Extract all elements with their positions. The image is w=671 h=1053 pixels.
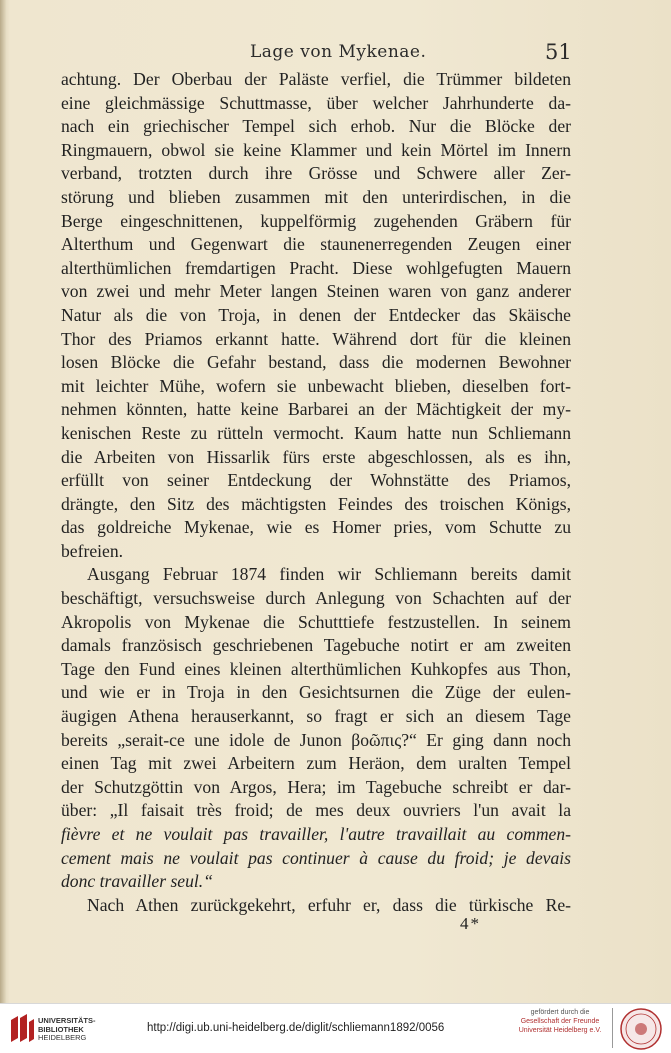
text-line: der Schutzgöttin von Argos, Hera; im Tagebuche schreibt er dar- (61, 776, 571, 797)
text-line: befreien. (61, 540, 124, 561)
text-line: donc travailler seul.“ (61, 871, 213, 892)
text-line: Thor des Priamos erkannt hatte. Während dort für die kleinen (61, 328, 571, 349)
text-line: beschäftigt, versuchsweise durch Anlegung von Schachten auf der (61, 588, 571, 609)
text-line: eine gleichmässige Schuttmasse, über welcher Jahrhunderte da- (61, 92, 571, 113)
text-line: einen Tag mit zwei Arbeitern zum Heräon, dem uralten Tempel (61, 753, 571, 774)
text-line: losen Blöcke die Gefahr bestand, dass die modernen Bewohner (61, 352, 571, 373)
funder-name: Gesellschaft der Freunde (520, 1018, 600, 1025)
text-line: fièvre et ne voulait pas travailler, l'autre travaillait au commen- (61, 824, 571, 844)
text-line: und wie er in Troja in den Gesichtsurnen die Züge der eulen- (61, 682, 571, 703)
text-line: cement mais ne voulait pas continuer à cause du froid; je devais (61, 847, 571, 868)
text-line: Berge eingeschnittenen, kuppelförmig zugehenden Gräbern für (61, 210, 571, 231)
text-line: achtung. Der Oberbau der Paläste verfiel, die Trümmer bildeten (61, 69, 571, 89)
text-line: Natur als die von Troja, in denen der Entdecker das Skäische (61, 304, 571, 325)
text-line: Ringmauern, obwol sie keine Klammer und kein Mörtel im Innern (61, 139, 571, 160)
funder-name: Universität Heidelberg e.V. (518, 1027, 602, 1034)
text-line: nach ein griechischer Tempel sich erhob. Nur die Blöcke der (61, 116, 571, 137)
body-text (61, 68, 571, 917)
text-line: Alterthum und Gegenwart die staunenerregenden Zeugen einer (61, 234, 571, 255)
funding-notice (510, 1008, 610, 1035)
funded-by-label: gefördert durch die (530, 1009, 590, 1016)
divider (612, 1008, 613, 1048)
text-line: mit leichter Mühe, wofern sie unbewacht blieben, dieselben fort- (61, 375, 571, 396)
text-line: bereits „serait-ce une idole de Junon βοῶπις?“ Er ging dann noch (61, 729, 571, 750)
page-number: 51 (545, 40, 572, 64)
text-line: erfüllt von seiner Entdeckung der Wohnstätte des Priamos, (61, 470, 571, 491)
university-library-name (38, 1017, 96, 1043)
library-line: BIBLIOTHEK (38, 1024, 84, 1034)
text-line: Tage den Fund eines kleinen alterthümlichen Kuhkopfes aus Thon, (61, 658, 571, 679)
text-line: von zwei und mehr Meter langen Steinen waren von ganz anderer (61, 281, 571, 302)
text-line: nehmen könnten, hatte keine Barbarei an der Mächtigkeit der my- (61, 399, 571, 420)
text-line: verband, trotzten durch ihre Grösse und Schwere aller Zer- (61, 163, 571, 184)
text-line: kenischen Reste zu rütteln vermocht. Kaum hatte nun Schliemann (61, 422, 571, 443)
text-line: Akropolis von Mykenae die Schutttiefe festzustellen. In seinem (61, 611, 571, 632)
text-line: über: „Il faisait très froid; de mes deux ouvriers l'un avait la (61, 800, 571, 821)
university-seal-icon (620, 1008, 662, 1050)
text-line: äugigen Athena herauserkannt, so fragt er sich an diesem Tage (61, 706, 571, 727)
text-line: Ausgang Februar 1874 finden wir Schliemann bereits damit (87, 564, 571, 585)
digitization-footer (0, 1003, 671, 1053)
university-library-logo-icon (8, 1012, 36, 1046)
text-line: störung und blieben zusammen mit den unterirdischen, in die (61, 186, 571, 207)
library-line: UNIVERSITÄTS- (38, 1016, 96, 1025)
text-line: damals französisch geschriebenen Tagebuche notirt er am zweiten (61, 635, 571, 656)
text-line: Nach Athen zurückgekehrt, erfuhr er, dass die türkische Re- (87, 894, 571, 915)
permalink[interactable]: http://digi.ub.uni-heidelberg.de/diglit/schliemann1892/0056 (147, 1022, 445, 1034)
signature-mark: 4* (460, 914, 481, 933)
text-line: alterthümlichen fremdartigen Pracht. Diese wohlgefugten Mauern (61, 257, 571, 278)
library-line: HEIDELBERG (38, 1033, 87, 1042)
running-head (0, 40, 671, 70)
text-line: die Arbeiten von Hissarlik fürs erste abgeschlossen, als es ihn, (61, 446, 571, 467)
running-title: Lage von Mykenae. (250, 42, 427, 62)
text-line: drängte, den Sitz des mächtigsten Feindes des troischen Königs, (61, 493, 571, 514)
text-line: das goldreiche Mykenae, wie es Homer pries, vom Schutte zu (61, 517, 571, 538)
